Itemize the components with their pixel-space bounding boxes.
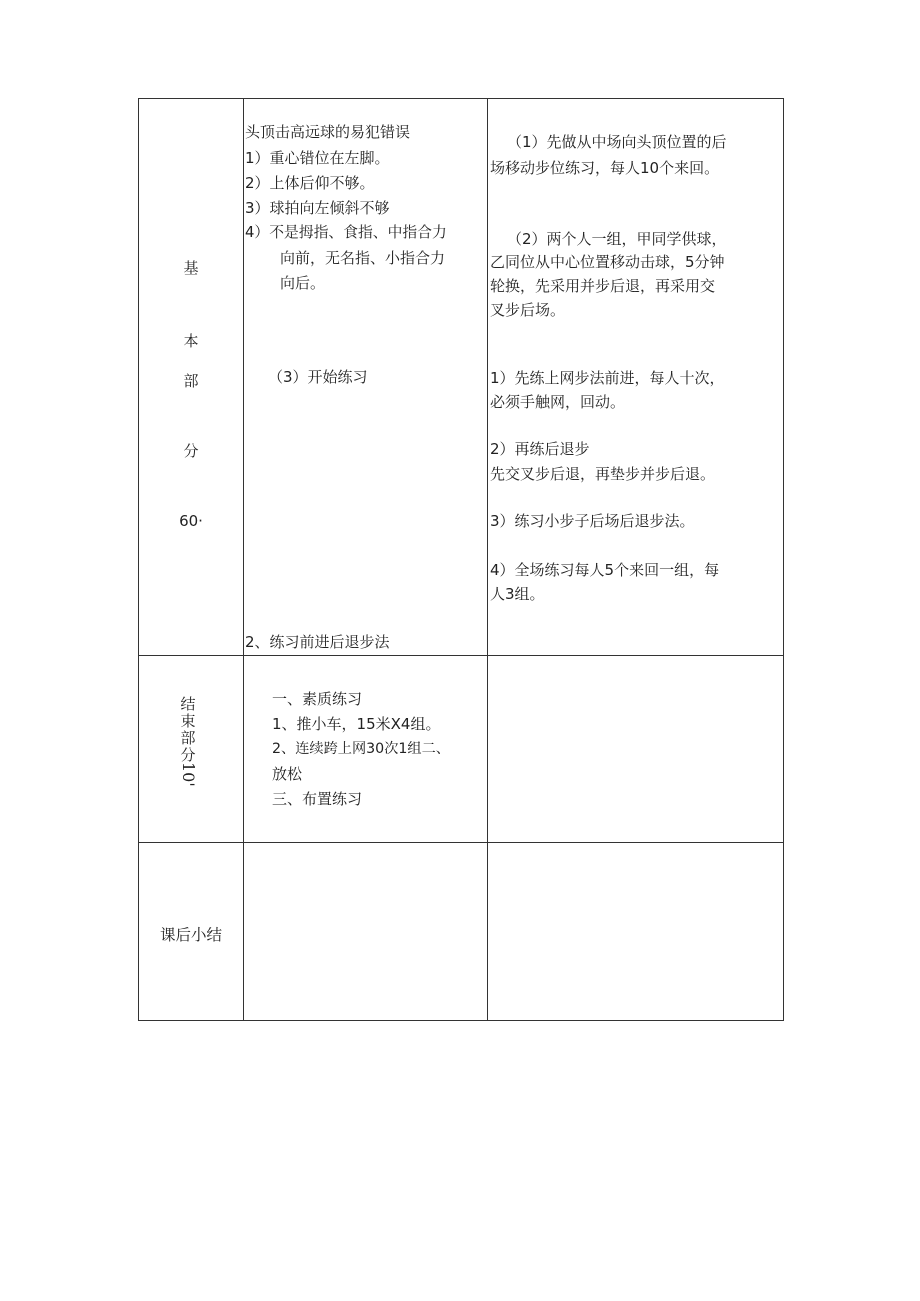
basic-label-char-4: 分: [183, 442, 199, 460]
drill-2-line-2: 乙同位从中心位置移动击球，5分钟: [490, 253, 725, 271]
drill-2-line-3: 轮换，先采用并步后退，再采用交: [490, 277, 716, 295]
step-2-line-2: 先交叉步后退，再垫步并步后退。: [490, 465, 716, 483]
drill-1-line-2: 场移动步位练习，每人10个来回。: [490, 159, 720, 177]
error-item-4-line-1: 4）不是拇指、食指、中指合力: [245, 224, 447, 241]
drill-2-line-1: （2）两个人一组，甲同学供球，: [507, 230, 727, 248]
end-time: 10': [179, 762, 198, 787]
row-divider-2: [138, 842, 784, 843]
summary-label: 课后小结: [159, 926, 222, 944]
step-3: 3）练习小步子后场后退步法。: [490, 512, 695, 530]
end-relax: 放松: [272, 765, 303, 783]
end-fitness-title: 一、素质练习: [272, 690, 363, 708]
basic-time: 60·: [179, 512, 203, 530]
end-fitness-item-1: 1、推小车，15米X4组。: [272, 715, 441, 733]
table-border-right: [783, 98, 784, 1021]
drill-2-line-4: 叉步后场。: [490, 301, 566, 319]
end-label-char-1: 结: [180, 695, 196, 713]
step-4-line-1: 4）全场练习每人5个来回一组，每: [490, 561, 720, 579]
column-divider-2: [487, 98, 488, 1021]
step-4-line-2: 人3组。: [490, 585, 545, 603]
drill-1-line-1: （1）先做从中场向头顶位置的后: [507, 133, 727, 151]
error-item-1: 1）重心错位在左脚。: [245, 149, 390, 167]
basic-label-char-1: 基: [183, 259, 199, 277]
row-divider-1: [138, 655, 784, 656]
error-item-4-line-2: 向前，无名指、小指合力: [280, 249, 446, 267]
basic-label-char-2: 本: [183, 332, 199, 350]
table-border-bottom: [138, 1020, 784, 1021]
column-divider-1: [243, 98, 244, 1021]
basic-label-char-3: 部: [183, 372, 199, 390]
end-label-char-2: 束: [180, 712, 196, 730]
step-2-line-1: 2）再练后退步: [490, 440, 590, 458]
footwork-practice: 2、练习前进后退步法: [245, 633, 390, 651]
error-item-3: 3）球拍向左倾斜不够: [245, 199, 390, 217]
step-1-line-1: 1）先练上网步法前进，每人十次，: [490, 369, 725, 387]
step-1-line-2: 必须手触网，回动。: [490, 393, 626, 411]
error-item-4-line-3: 向后。: [280, 274, 326, 292]
table-border-top: [138, 98, 784, 99]
start-practice: （3）开始练习: [268, 368, 368, 386]
end-fitness-item-2: 2、连续跨上网30次1组二、: [272, 741, 450, 757]
end-label-char-4: 分: [180, 746, 196, 764]
end-label-char-3: 部: [180, 729, 196, 747]
end-section-label: [178, 696, 198, 764]
table-border-left: [138, 98, 139, 1021]
end-assignment: 三、布置练习: [272, 790, 363, 808]
error-item-2: 2）上体后仰不够。: [245, 174, 375, 192]
errors-title: 头顶击高远球的易犯错误: [245, 123, 411, 141]
